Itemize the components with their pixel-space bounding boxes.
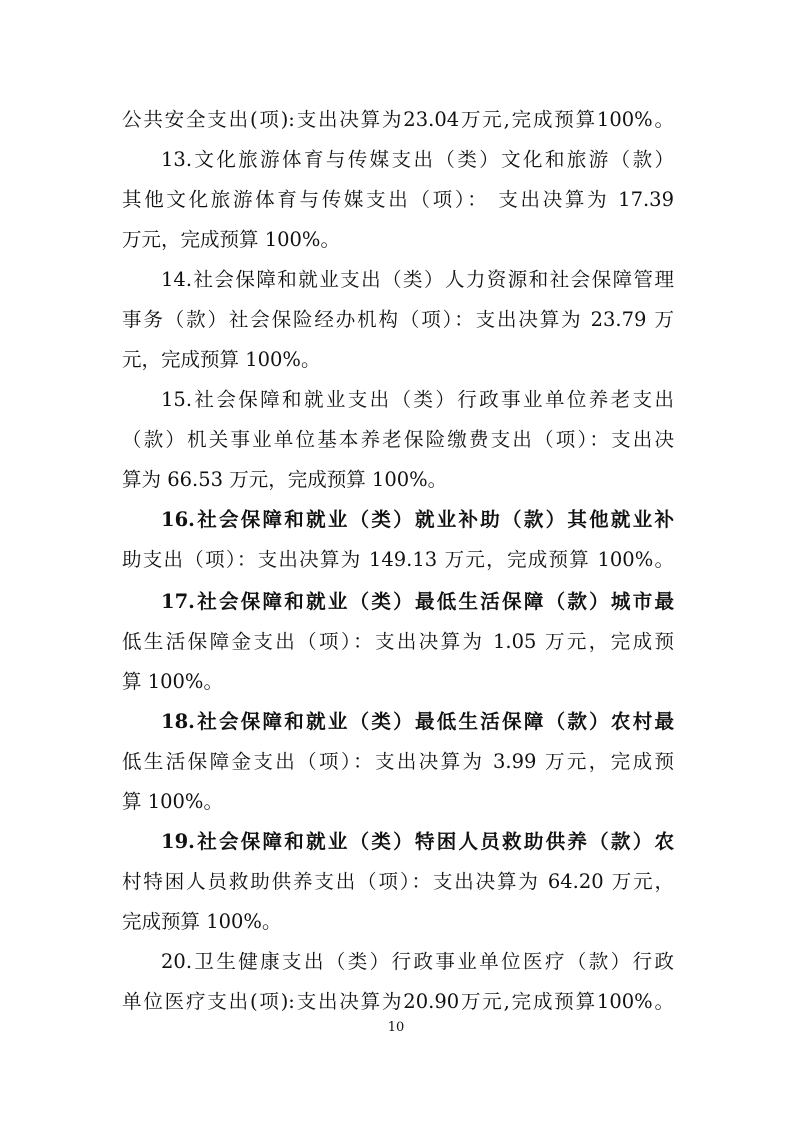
- item-16-heading: 16.社会保障和就业（类）就业补助（款）其他就业补: [161, 508, 674, 531]
- text-line: 低生活保障金支出（项）：支出决算为 3.99 万元，完成预: [122, 750, 674, 773]
- item-20-heading: 20.卫生健康支出（类）行政事业单位医疗（款）行政: [161, 950, 674, 973]
- text-line: 元，完成预算 100%。: [122, 348, 321, 371]
- text-line: 单位医疗支出(项):支出决算为20.90万元,完成预算100%。: [122, 990, 674, 1013]
- text-line: （款）机关事业单位基本养老保险缴费支出（项）：支出决: [122, 428, 674, 451]
- page-number: 10: [387, 1020, 405, 1035]
- text-line: 其他文化旅游体育与传媒支出（项）： 支出决算为 17.39: [122, 188, 674, 211]
- text-line: 村特困人员救助供养支出（项）：支出决算为 64.20 万元，: [122, 870, 674, 893]
- text-line: 完成预算 100%。: [122, 910, 282, 933]
- text-line: 公共安全支出(项):支出决算为23.04万元,完成预算100%。: [122, 108, 674, 131]
- text-line: 算为 66.53 万元，完成预算 100%。: [122, 468, 448, 491]
- text-line: 助支出（项）：支出决算为 149.13 万元，完成预算 100%。: [122, 548, 674, 571]
- item-19-heading: 19.社会保障和就业（类）特困人员救助供养（款）农: [161, 830, 674, 853]
- item-17-heading: 17.社会保障和就业（类）最低生活保障（款）城市最: [161, 590, 674, 613]
- text-line: 低生活保障金支出（项）：支出决算为 1.05 万元，完成预: [122, 630, 674, 653]
- text-line: 算 100%。: [122, 790, 223, 813]
- item-14-heading: 14.社会保障和就业支出（类）人力资源和社会保障管理: [161, 268, 674, 291]
- text-line: 事务（款）社会保险经办机构（项）：支出决算为 23.79 万: [122, 308, 674, 331]
- text-line: 万元，完成预算 100%。: [122, 228, 340, 251]
- item-15-heading: 15.社会保障和就业支出（类）行政事业单位养老支出: [161, 388, 674, 411]
- text-line: 算 100%。: [122, 670, 223, 693]
- item-18-heading: 18.社会保障和就业（类）最低生活保障（款）农村最: [161, 710, 674, 733]
- item-13-heading: 13.文化旅游体育与传媒支出（类）文化和旅游（款）: [161, 148, 674, 171]
